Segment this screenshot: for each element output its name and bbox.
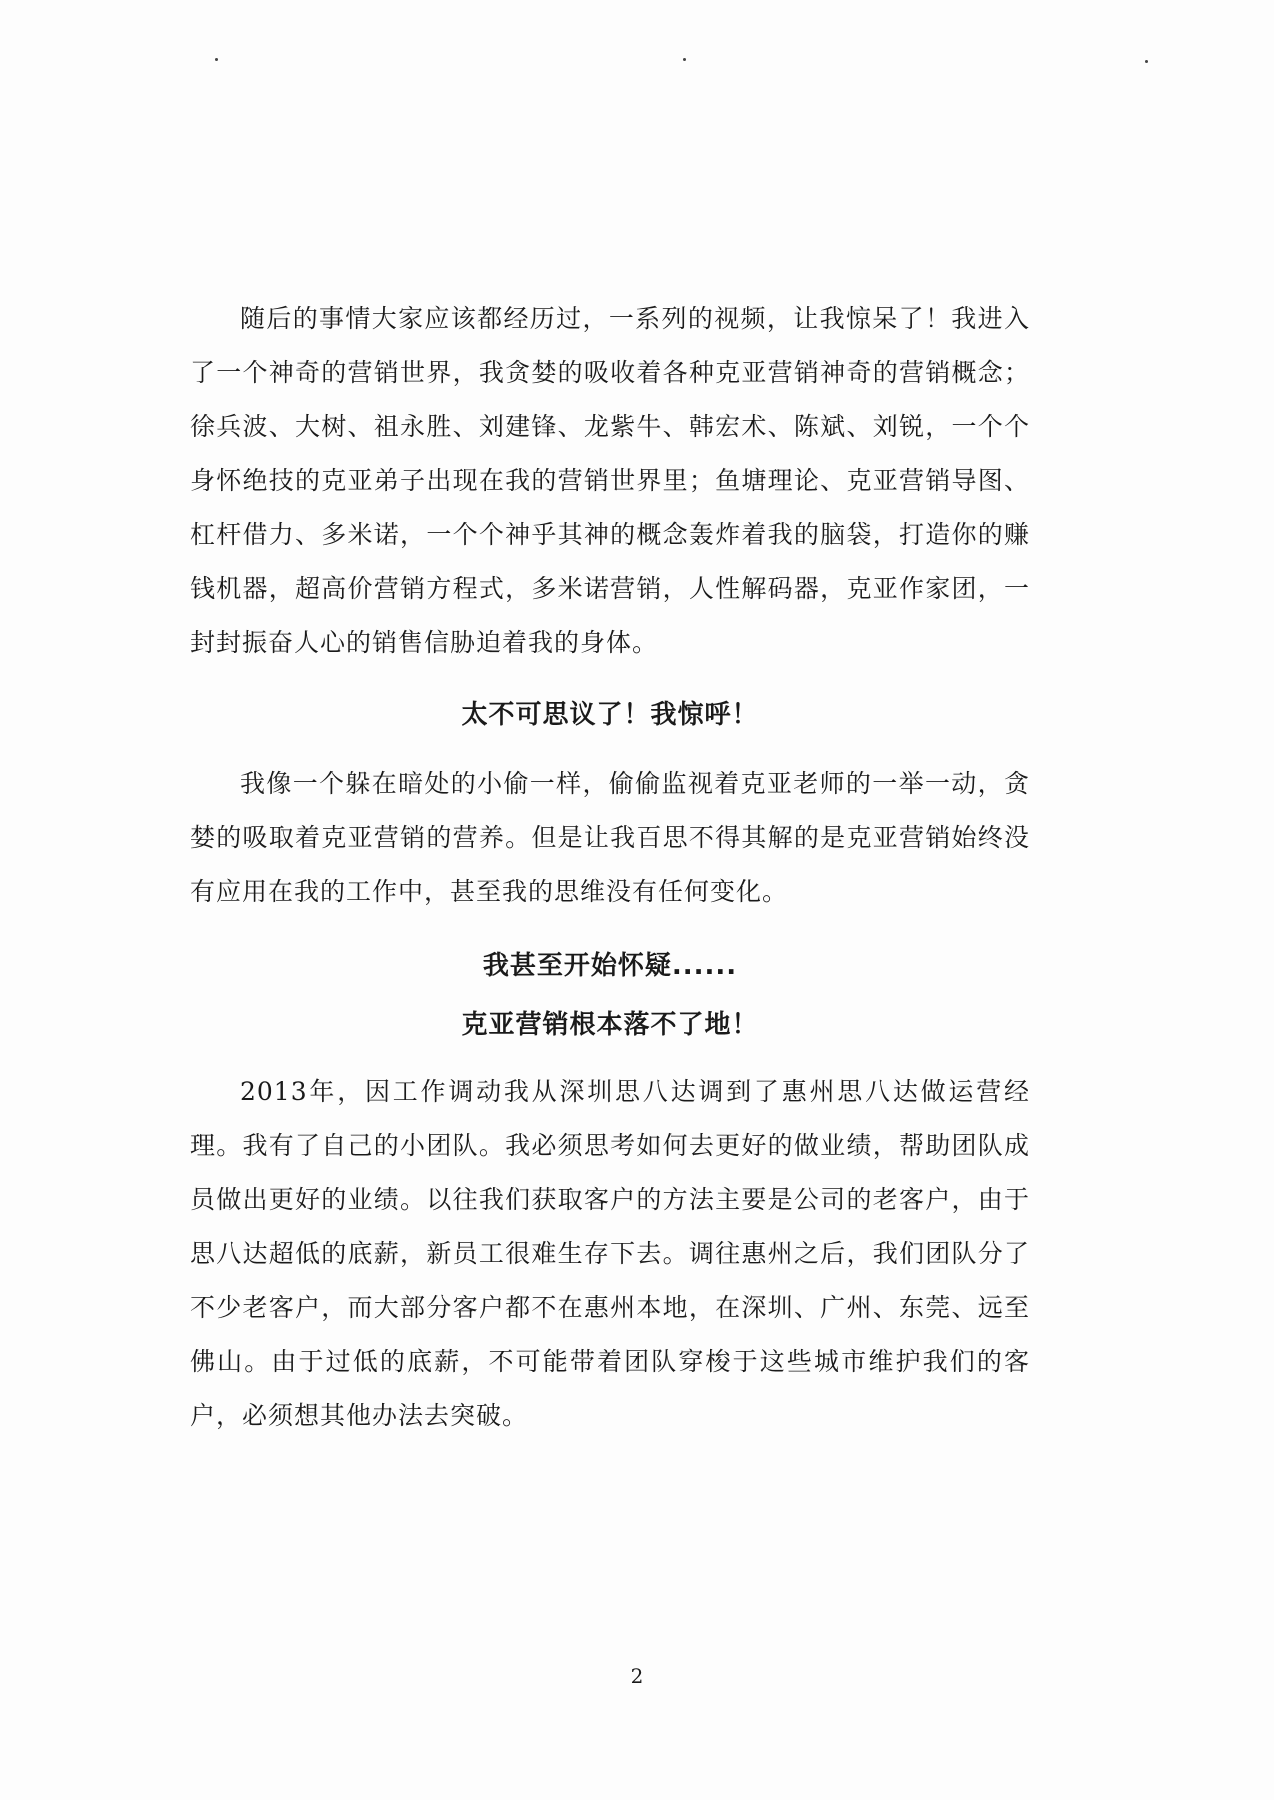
paragraph-3: 2013年，因工作调动我从深圳思八达调到了惠州思八达做运营经理。我有了自己的小团队。我必须思考如何去更好的做业绩，帮助团队成员做出更好的业绩。以往我们获取客户的方法主要是公司的老客户，由于思八达超低的底薪，新员工很难生存下去。调往惠州之后，我们团队分了不少老客户，而大部分客户都不在惠州本地，在深圳、广州、东莞、远至佛山。由于过低的底薪，不可能带着团队穿梭于这些城市维护我们的客户，必须想其他办法去突破。 bbox=[190, 1077, 1030, 1430]
page-number: 2 bbox=[630, 1664, 644, 1688]
document-body bbox=[190, 292, 1030, 1443]
paragraph-2: 我像一个躲在暗处的小偷一样，偷偷监视着克亚老师的一举一动，贪婪的吸取着克亚营销的营养。但是让我百思不得其解的是克亚营销始终没有应用在我的工作中，甚至我的思维没有任何变化。 bbox=[190, 769, 1030, 906]
heading-cannot-land: 克亚营销根本落不了地！ bbox=[461, 1010, 759, 1040]
scan-speck bbox=[215, 58, 218, 61]
heading-doubt: 我甚至开始怀疑...... bbox=[482, 951, 738, 981]
scan-speck bbox=[683, 58, 686, 61]
paragraph-1: 随后的事情大家应该都经历过，一系列的视频，让我惊呆了！我进入了一个神奇的营销世界，我贪婪的吸收着各种克亚营销神奇的营销概念；徐兵波、大树、祖永胜、刘建锋、龙紫牛、韩宏术、陈斌、刘锐，一个个身怀绝技的克亚弟子出现在我的营销世界里；鱼塘理论、克亚营销导图、杠杆借力、多米诺，一个个神乎其神的概念轰炸着我的脑袋，打造你的赚钱机器，超高价营销方程式，多米诺营销，人性解码器，克亚作家团，一封封振奋人心的销售信胁迫着我的身体。 bbox=[190, 304, 1030, 657]
heading-incredible: 太不可思议了！我惊呼！ bbox=[461, 700, 759, 730]
scan-speck bbox=[1145, 60, 1148, 63]
